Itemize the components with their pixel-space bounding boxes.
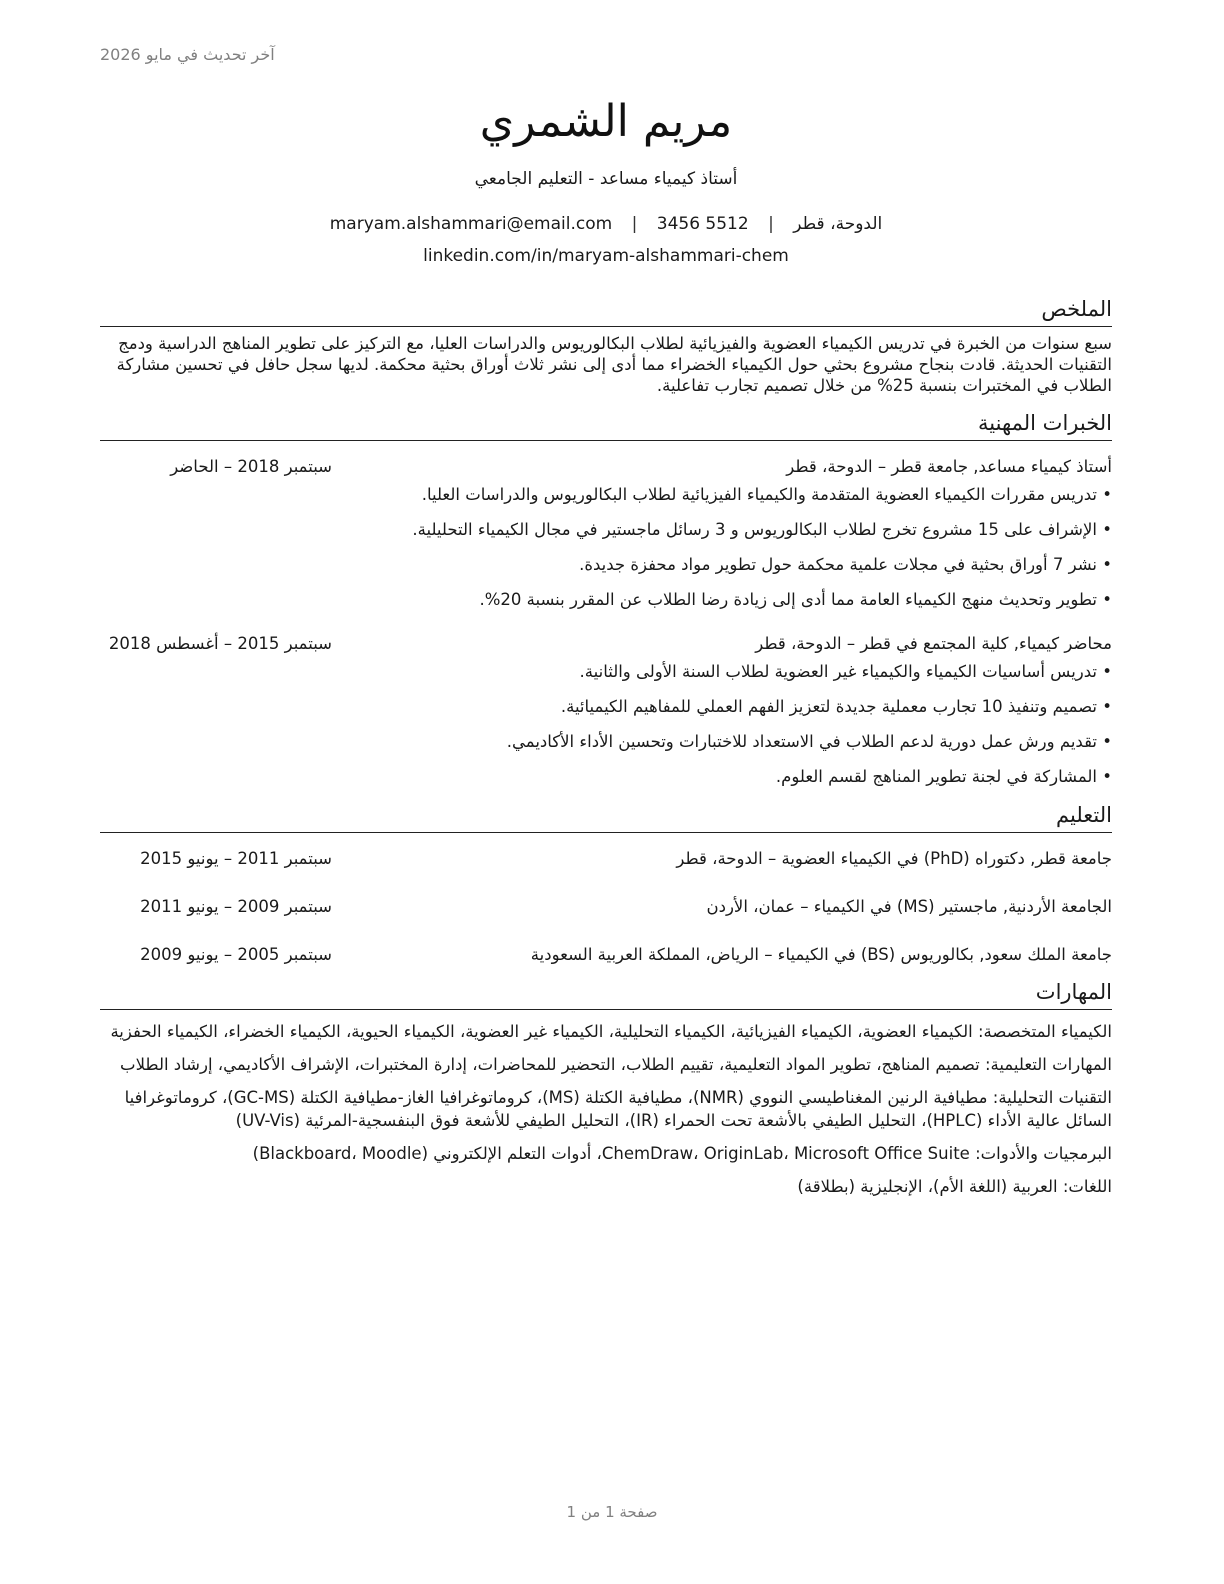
degree: الجامعة الأردنية, ماجستير (MS) في الكيمياء – عمان، الأردن	[706, 897, 1112, 916]
page-number: صفحة 1 من 1	[566, 1503, 658, 1521]
list-item: • تدريس أساسيات الكيمياء والكيمياء غير العضوية لطلاب السنة الأولى والثانية.	[100, 660, 1112, 684]
person-name: مريم الشمري	[479, 96, 733, 147]
skill-line: البرمجيات والأدوات: ChemDraw، OriginLab، Microsoft Office Suite، أدوات التعلم الإلكتروني (Blackboard، Moodle)	[252, 1144, 1112, 1163]
degree: جامعة الملك سعود, بكالوريوس (BS) في الكيمياء – الرياض، المملكة العربية السعودية	[530, 945, 1112, 964]
skills-section	[100, 977, 1112, 1198]
linkedin-line	[100, 242, 1112, 270]
resume-header	[100, 92, 1112, 270]
experience-section	[100, 408, 1112, 789]
skill-line: المهارات التعليمية: تصميم المناهج، تطوير المواد التعليمية، تقييم الطلاب، التحضير للمحاضرات، إدارة المختبرات، الإشراف الأكاديمي، إرشاد الطلاب	[120, 1055, 1112, 1074]
last-updated: آخر تحديث في مايو 2026	[100, 45, 275, 64]
job-title: أستاذ كيمياء مساعد, جامعة قطر – الدوحة، قطر	[786, 457, 1112, 476]
summary-text: سبع سنوات من الخبرة في تدريس الكيمياء العضوية والفيزيائية لطلاب البكالوريوس والدراسات العليا، مع التركيز على تطوير المناهج الدراسية ودمج التقنيات الحديثة. قادت بنجاح مشروع بحثي حول الكيمياء الخضراء مما أدى إلى نشر ثلاث أوراق بحثية محكمة. لديها سجل حافل في تحسين مشاركة الطلاب في المختبرات بنسبة 25% من خلال تصميم تجارب تفاعلية.	[116, 334, 1112, 395]
experience-heading: الخبرات المهنية	[100, 408, 1112, 441]
job-dates: سبتمبر 2018 – الحاضر	[170, 457, 332, 476]
education-entry	[100, 943, 1112, 967]
degree: جامعة قطر, دكتوراه (PhD) في الكيمياء العضوية – الدوحة، قطر	[676, 849, 1112, 868]
job-bullets	[100, 483, 1112, 612]
education-section	[100, 800, 1112, 967]
list-item: • الإشراف على 15 مشروع تخرج لطلاب البكالوريوس و 3 رسائل ماجستير في مجال الكيمياء التحليلية.	[100, 518, 1112, 542]
list-item: • تدريس مقررات الكيمياء العضوية المتقدمة والكيمياء الفيزيائية لطلاب البكالوريوس والدراسات العليا.	[100, 483, 1112, 507]
linkedin-link[interactable]: linkedin.com/in/maryam-alshammari-chem	[423, 246, 789, 266]
skill-line: اللغات: العربية (اللغة الأم)، الإنجليزية (بطلاقة)	[797, 1177, 1112, 1196]
job-title: أستاذ كيمياء مساعد - التعليم الجامعي	[474, 169, 738, 189]
education-dates: سبتمبر 2009 – يونيو 2011	[140, 897, 332, 916]
phone-number: 3456 5512	[656, 214, 749, 234]
job-entry	[100, 632, 1112, 789]
job-title: محاضر كيمياء, كلية المجتمع في قطر – الدوحة، قطر	[755, 634, 1112, 653]
separator: |	[631, 214, 638, 234]
skill-line: التقنيات التحليلية: مطيافية الرنين المغناطيسي النووي (NMR)، مطيافية الكتلة (MS)، كروماتوغرافيا الغاز-مطيافية الكتلة (GC-MS)، كروماتوغرافيا السائل عالية الأداء (HPLC)، التحليل الطيفي بالأشعة تحت الحمراء (IR)، التحليل الطيفي للأشعة فوق البنفسجية-المرئية (UV-Vis)	[124, 1088, 1112, 1130]
list-item: • نشر 7 أوراق بحثية في مجلات علمية محكمة حول تطوير مواد محفزة جديدة.	[100, 553, 1112, 577]
education-dates: سبتمبر 2005 – يونيو 2009	[140, 945, 332, 964]
education-dates: سبتمبر 2011 – يونيو 2015	[140, 849, 332, 868]
education-heading: التعليم	[100, 800, 1112, 833]
job-bullets	[100, 660, 1112, 789]
education-entry	[100, 895, 1112, 919]
email-link[interactable]: maryam.alshammari@email.com	[329, 214, 613, 234]
list-item: • تصميم وتنفيذ 10 تجارب معملية جديدة لتعزيز الفهم العملي للمفاهيم الكيميائية.	[100, 695, 1112, 719]
job-entry	[100, 455, 1112, 612]
contact-line	[100, 210, 1112, 238]
skills-heading: المهارات	[100, 977, 1112, 1010]
location: الدوحة، قطر	[793, 214, 883, 234]
skill-line: الكيمياء المتخصصة: الكيمياء العضوية، الكيمياء الفيزيائية، الكيمياء التحليلية، الكيمياء غير العضوية، الكيمياء الحيوية، الكيمياء الخضراء، الكيمياء الحفزية	[110, 1022, 1112, 1041]
summary-section	[100, 294, 1112, 396]
list-item: • تطوير وتحديث منهج الكيمياء العامة مما أدى إلى زيادة رضا الطلاب عن المقرر بنسبة 20%.	[100, 588, 1112, 612]
list-item: • تقديم ورش عمل دورية لدعم الطلاب في الاستعداد للاختبارات وتحسين الأداء الأكاديمي.	[100, 730, 1112, 754]
separator: |	[768, 214, 774, 234]
job-dates: سبتمبر 2015 – أغسطس 2018	[108, 634, 332, 653]
education-entry	[100, 847, 1112, 871]
summary-heading: الملخص	[100, 294, 1112, 327]
list-item: • المشاركة في لجنة تطوير المناهج لقسم العلوم.	[100, 765, 1112, 789]
resume	[100, 92, 1112, 1198]
